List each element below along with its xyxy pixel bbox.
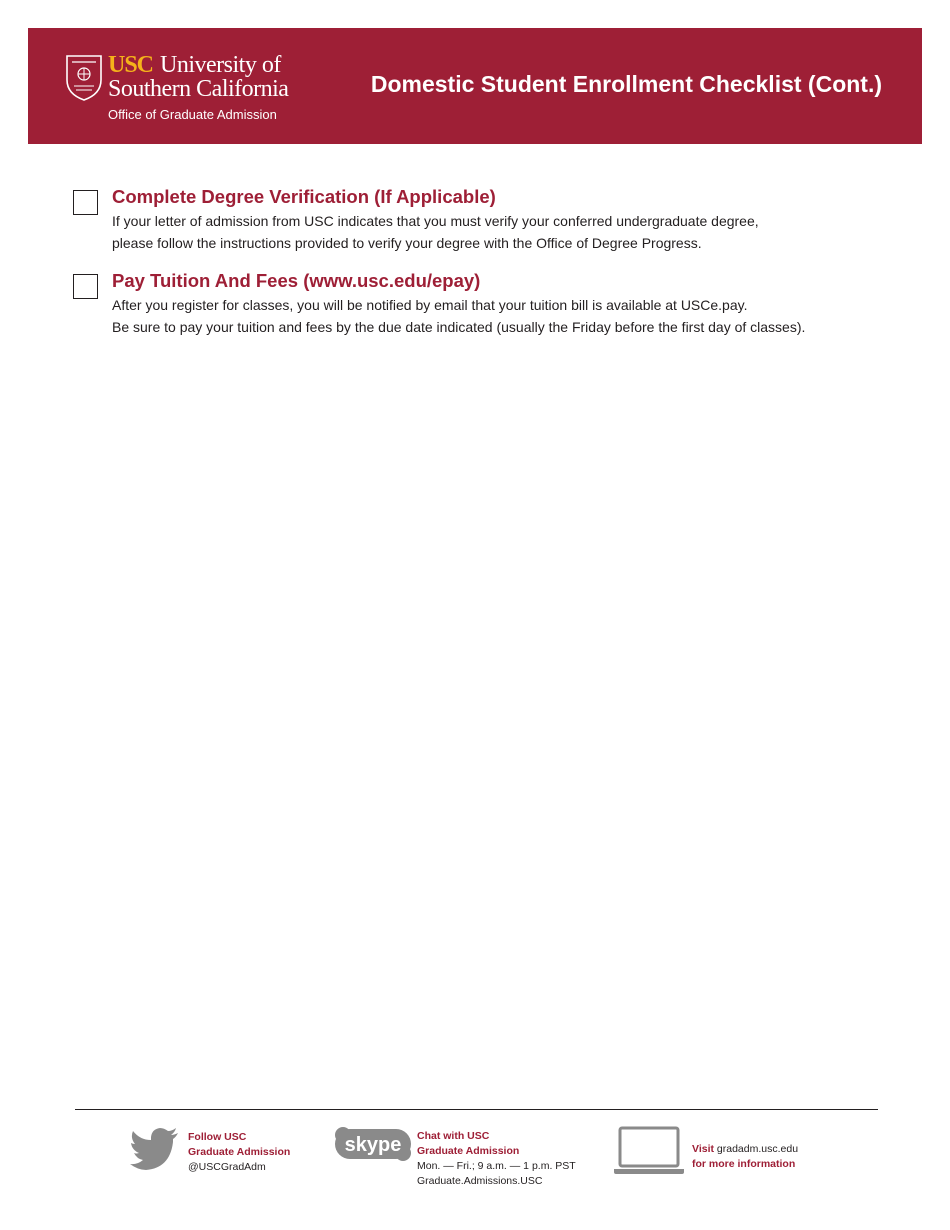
page-title: Domestic Student Enrollment Checklist (Cont.)	[370, 71, 882, 97]
logo-office-text: Office of Graduate Admission	[108, 107, 277, 122]
skype-account[interactable]: Graduate.Admissions.USC	[417, 1175, 543, 1187]
skype-line-2: Graduate Admission	[417, 1145, 520, 1157]
checklist-item-description	[112, 210, 759, 254]
checklist-item-title: Complete Degree Verification (If Applicable)	[112, 186, 496, 207]
checklist-item-degree-verification	[73, 186, 893, 256]
footer-divider	[75, 1109, 878, 1110]
checklist-item-description	[112, 294, 805, 338]
description-line: If your letter of admission from USC indicates that you must verify your conferred undergraduate degree,	[112, 213, 759, 229]
more-info-label: for more information	[692, 1158, 796, 1170]
logo-usc-text: USC	[108, 52, 154, 78]
skype-info	[417, 1129, 576, 1189]
twitter-handle[interactable]: @USCGradAdm	[188, 1161, 266, 1173]
website-info	[692, 1142, 798, 1172]
logo-southern-california-text: Southern California	[108, 76, 289, 102]
skype-logo-text: skype	[344, 1134, 402, 1156]
logo-university-text: University of	[160, 52, 281, 78]
twitter-info	[188, 1130, 290, 1175]
website-link[interactable]: gradadm.usc.edu	[716, 1143, 799, 1155]
description-line: please follow the instructions provided to verify your degree with the Office of Degree Progress.	[112, 235, 702, 251]
skype-hours: Mon. — Fri.; 9 a.m. — 1 p.m. PST	[417, 1160, 576, 1172]
skype-line-1: Chat with USC	[417, 1130, 490, 1142]
twitter-line-2: Graduate Admission	[188, 1146, 291, 1158]
laptop-icon	[613, 1126, 685, 1176]
checkbox[interactable]	[73, 190, 98, 215]
skype-logo-icon	[334, 1126, 412, 1162]
checkbox[interactable]	[73, 274, 98, 299]
description-line: After you register for classes, you will be notified by email that your tuition bill is available at USCe.pay.	[112, 297, 748, 313]
visit-label: Visit	[692, 1143, 714, 1155]
checklist-item-title: Pay Tuition And Fees (www.usc.edu/epay)	[112, 270, 481, 291]
twitter-bird-icon	[130, 1128, 180, 1170]
usc-seal-icon	[64, 52, 104, 102]
header-banner	[28, 28, 922, 144]
usc-logo	[64, 50, 304, 130]
description-line: Be sure to pay your tuition and fees by the due date indicated (usually the Friday before the first day of classes).	[112, 319, 806, 335]
twitter-line-1: Follow USC	[188, 1131, 247, 1143]
checklist-item-pay-tuition	[73, 270, 893, 340]
